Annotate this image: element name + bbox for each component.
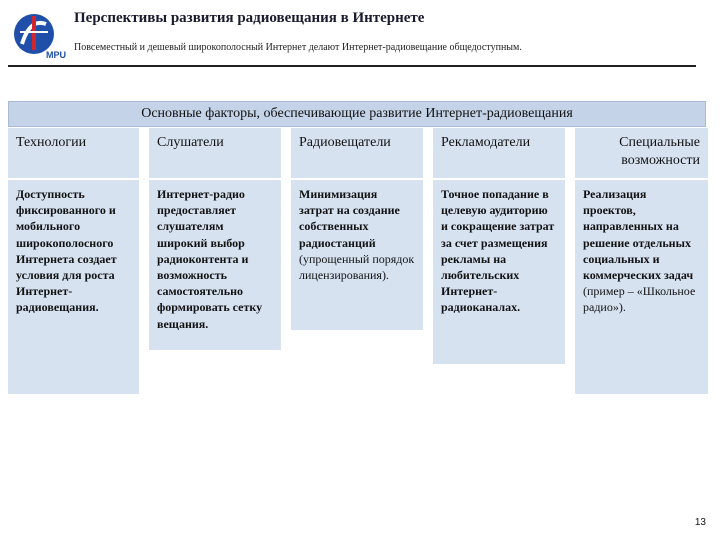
column-header-technologies: Технологии bbox=[8, 128, 139, 178]
cell-advertisers: Точное попадание в целевую аудиторию и сокращение затрат за счет размещения рекламы на любительских Интернет-радиоканалах. bbox=[433, 180, 565, 364]
table-header-row bbox=[8, 128, 708, 178]
cell-broadcasters-bold: Минимизация затрат на создание собственных радиостанций bbox=[299, 187, 400, 250]
page-number: 13 bbox=[694, 517, 706, 528]
cell-special bbox=[575, 180, 708, 394]
page-title: Перспективы развития радиовещания в Интернете bbox=[74, 10, 425, 26]
column-header-broadcasters: Радиовещатели bbox=[291, 128, 423, 178]
title-divider bbox=[8, 65, 696, 67]
cell-broadcasters bbox=[291, 180, 423, 330]
cell-listeners: Интернет-радио предоставляет слушателям широкий выбор радиоконтента и возможность самостоятельно формировать сетку вещания. bbox=[149, 180, 281, 350]
cell-special-normal: (пример – «Школьное радио»). bbox=[583, 284, 696, 315]
cell-broadcasters-normal: (упрощенный порядок лицензирования). bbox=[299, 251, 415, 282]
column-header-advertisers: Рекламодатели bbox=[433, 128, 565, 178]
page-subtitle: Повсеместный и дешевый широкополосный Интернет делают Интернет-радиовещание общедоступным. bbox=[74, 42, 522, 53]
cell-special-bold: Реализация проектов, направленных на решение отдельных социальных и коммерческих задач bbox=[583, 187, 694, 282]
logo-text: MPU bbox=[46, 50, 66, 60]
cell-technologies: Доступность фиксированного и мобильного широкополосного Интернета создает условия для роста Интернет-радиовещания. bbox=[8, 180, 139, 394]
column-header-special: Специальные возможности bbox=[575, 128, 708, 178]
table-body-row bbox=[8, 180, 708, 394]
table-banner: Основные факторы, обеспечивающие развитие Интернет-радиовещания bbox=[8, 101, 706, 127]
mpu-logo bbox=[10, 10, 66, 62]
column-header-listeners: Слушатели bbox=[149, 128, 281, 178]
